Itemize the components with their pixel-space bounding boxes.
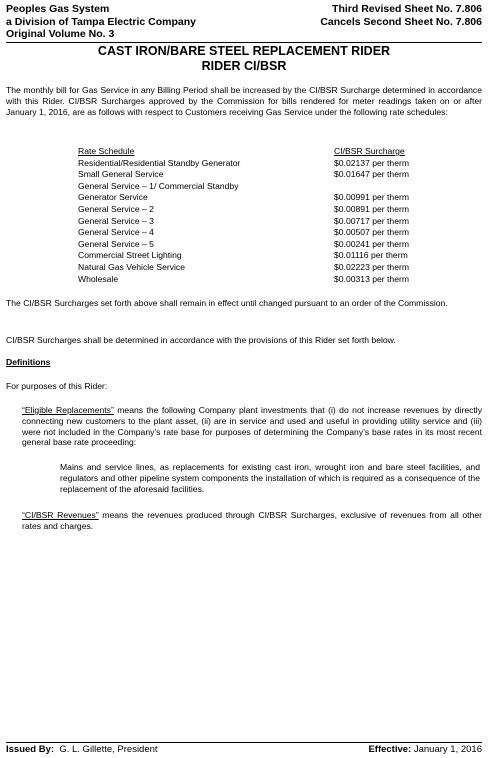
- eligible-definition: [22, 405, 482, 448]
- rate-schedule-name: General Service – 1/ Commercial Standby: [78, 180, 239, 191]
- issued-by: [6, 744, 158, 756]
- header-divider: [6, 42, 482, 43]
- company-name: Peoples Gas System: [6, 3, 110, 15]
- rate-surcharge-value: $0.01116 per therm: [334, 250, 408, 261]
- rate-schedule-name: Commercial Street Lighting: [78, 250, 182, 261]
- issued-value: G. L. Gillette, President: [59, 744, 158, 755]
- revenues-term: “CI/BSR Revenues”: [22, 510, 99, 520]
- eligible-term: “Eligible Replacements”: [22, 405, 114, 415]
- volume-label: Original Volume No. 3: [6, 28, 115, 41]
- col-schedule-header: Rate Schedule: [78, 146, 135, 156]
- eligible-text: means the following Company plant investments that (i) do not increase revenues by directly connecting new customers to the plant asset, (ii) are in service and used and useful in providing utility service and (iii) were not included in the Company’s rate base for purposes of determining the Company’s base rates in its most recent general base rate proceeding:: [22, 405, 482, 448]
- rate-schedule-name: Residential/Residential Standby Generator: [78, 157, 241, 168]
- rate-schedule-name: General Service – 5: [78, 238, 154, 249]
- title-line-2: RIDER CI/BSR: [201, 59, 287, 73]
- mains-definition: Mains and service lines, as replacements for existing cast iron, wrought iron and bare steel facilities, and regulators and other pipeline system components the installation of which is required as a consequence of the replacement of the aforesaid facilities.: [60, 462, 480, 494]
- intro-paragraph: The monthly bill for Gas Service in any Billing Period shall be increased by the CI/BSR Surcharge determined in accordance with this Rider. CI/BSR Surcharges approved by the Commission for bills rendered for meter readings taken on or after January 1, 2016, are as follows with respect to Customers receiving Gas Service under the following rate schedules:: [6, 85, 482, 117]
- sheet-cancels: Cancels Second Sheet No. 7.806: [320, 15, 482, 28]
- footer-divider: [6, 742, 482, 743]
- rate-schedule-name: General Service – 2: [78, 203, 154, 214]
- effect-paragraph: The CI/BSR Surcharges set forth above shall remain in effect until changed pursuant to an order of the Commission.: [6, 298, 448, 308]
- document-title: [0, 44, 488, 74]
- title-line-1: CAST IRON/BARE STEEL REPLACEMENT RIDER: [97, 44, 391, 58]
- rate-surcharge-value: $0.00507 per therm: [334, 227, 410, 238]
- rate-schedule-name: General Service – 4: [78, 227, 154, 238]
- sheet-header: [6, 3, 482, 41]
- rate-surcharge-value: $0.00313 per therm: [334, 273, 410, 284]
- division-name: a Division of Tampa Electric Company: [6, 15, 197, 28]
- sheet-revised: Third Revised Sheet No. 7.806: [332, 3, 482, 15]
- revenues-text: means the revenues produced through CI/BSR Surcharges, exclusive of revenues from all other rates and charges.: [22, 510, 482, 531]
- rate-surcharge-value: $0.00717 per therm: [334, 215, 410, 226]
- rate-surcharge-value: $0.00891 per therm: [334, 203, 410, 214]
- revenues-definition: [22, 510, 482, 532]
- rate-surcharge-value: $0.00991 per therm: [334, 192, 410, 203]
- rate-schedule-name: Natural Gas Vehicle Service: [78, 261, 185, 272]
- purpose-line: For purposes of this Rider:: [6, 381, 108, 391]
- rate-surcharge-value: $0.01647 per therm: [334, 169, 410, 180]
- determined-paragraph: CI/BSR Surcharges shall be determined in accordance with the provisions of this Rider set forth below.: [6, 335, 396, 345]
- effective-label: Effective:: [368, 744, 412, 755]
- sheet-footer: [6, 744, 482, 756]
- rate-schedule-name: General Service – 3: [78, 215, 154, 226]
- rate-schedule-name: Wholesale: [78, 273, 119, 284]
- rate-surcharge-value: $0.00241 per therm: [334, 238, 410, 249]
- sheet-number-block: [320, 3, 482, 28]
- rate-schedule-name: Generator Service: [78, 192, 148, 203]
- effective-date: [368, 744, 482, 756]
- rate-surcharge-value: $0.02137 per therm: [334, 157, 410, 168]
- definitions-heading: Definitions: [6, 357, 51, 367]
- company-block: [6, 3, 196, 41]
- rate-schedule-name: Small General Service: [78, 169, 164, 180]
- issued-label: Issued By:: [6, 744, 55, 755]
- col-surcharge-header: CI/BSR Surcharge: [334, 146, 405, 156]
- rate-surcharge-value: $0.02223 per therm: [334, 261, 410, 272]
- effective-value: January 1, 2016: [413, 744, 482, 755]
